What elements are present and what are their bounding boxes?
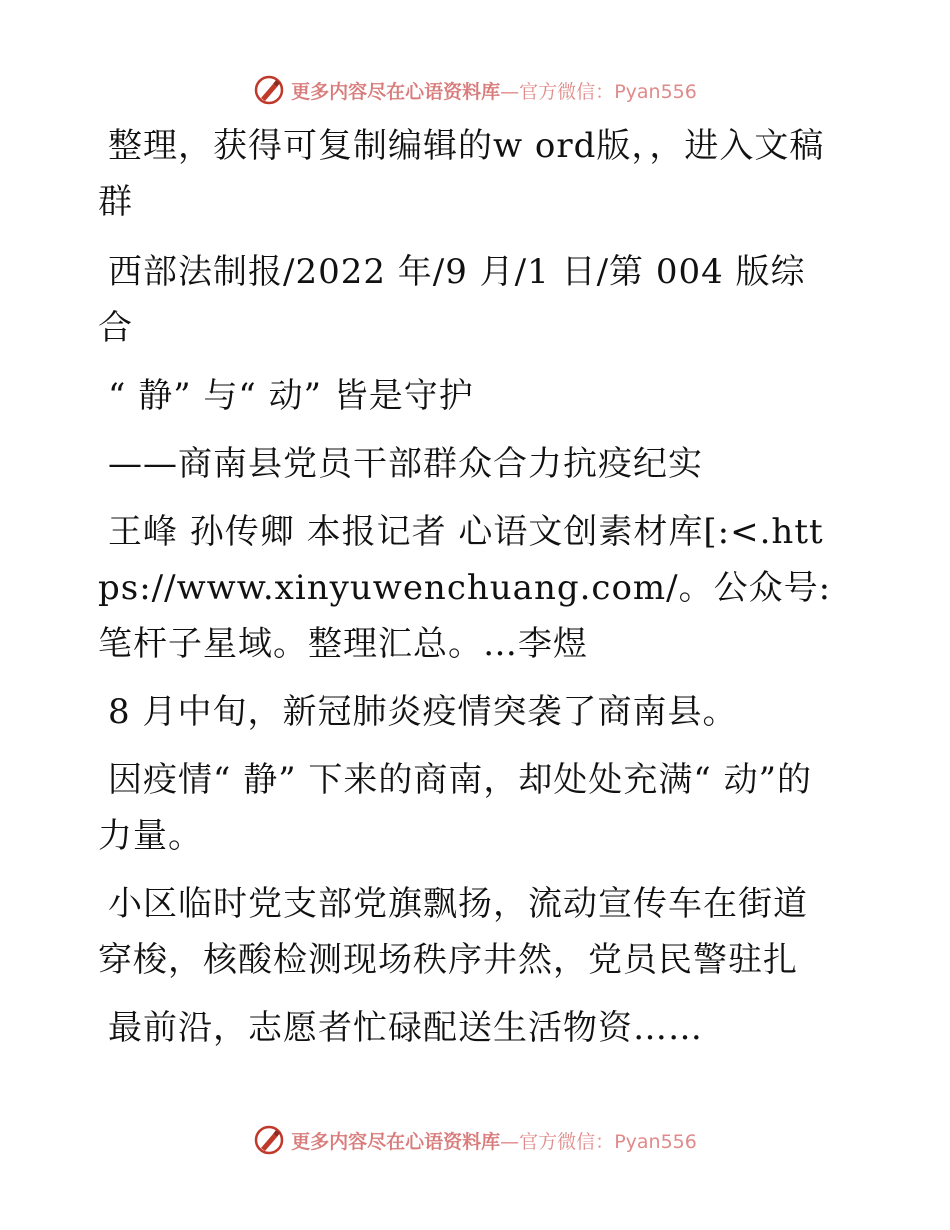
paragraph-body-2: 因疫情“ 静” 下来的商南，却处处充满“ 动”的力量。 bbox=[98, 760, 812, 856]
watermark-separator: — bbox=[500, 1130, 520, 1153]
pen-logo-icon bbox=[253, 1124, 285, 1156]
header-watermark bbox=[0, 70, 950, 110]
watermark-contact-label: 官方微信： bbox=[519, 80, 615, 103]
watermark-site-text: 更多内容尽在心语资料库 bbox=[291, 80, 501, 103]
pen-logo-icon bbox=[253, 74, 285, 106]
paragraph-source: 西部法制报/2022 年/9 月/1 日/第 004 版综合 bbox=[98, 252, 806, 348]
paragraph-body-1: 8 月中旬，新冠肺炎疫情突袭了商南县。 bbox=[108, 692, 738, 732]
watermark-site-text: 更多内容尽在心语资料库 bbox=[291, 1130, 501, 1153]
watermark-contact-id: Pyan556 bbox=[614, 80, 697, 103]
watermark-separator: — bbox=[500, 80, 520, 103]
paragraph-byline: 王峰 孙传卿 本报记者 心语文创素材库[:<.https://www.xinyuwenchuang.com/。公众号:笔杆子星域。整理汇总。…李煜 bbox=[98, 512, 832, 664]
watermark-contact-id: Pyan556 bbox=[614, 1130, 697, 1153]
paragraph-body-4: 最前沿，志愿者忙碌配送生活物资…… bbox=[108, 1008, 703, 1048]
article-title: “ 静” 与“ 动” 皆是守护 bbox=[108, 376, 474, 416]
watermark-contact-label: 官方微信： bbox=[519, 1130, 615, 1153]
paragraph-body-3: 小区临时党支部党旗飘扬，流动宣传车在街道穿梭，核酸检测现场秩序井然，党员民警驻扎 bbox=[98, 884, 808, 980]
article-subtitle: ——商南县党员干部群众合力抗疫纪实 bbox=[108, 444, 703, 484]
footer-watermark bbox=[0, 1120, 950, 1160]
paragraph-intro: 整理，获得可复制编辑的w ord版，，进入文稿群 bbox=[98, 126, 825, 222]
document-body bbox=[98, 118, 833, 1056]
